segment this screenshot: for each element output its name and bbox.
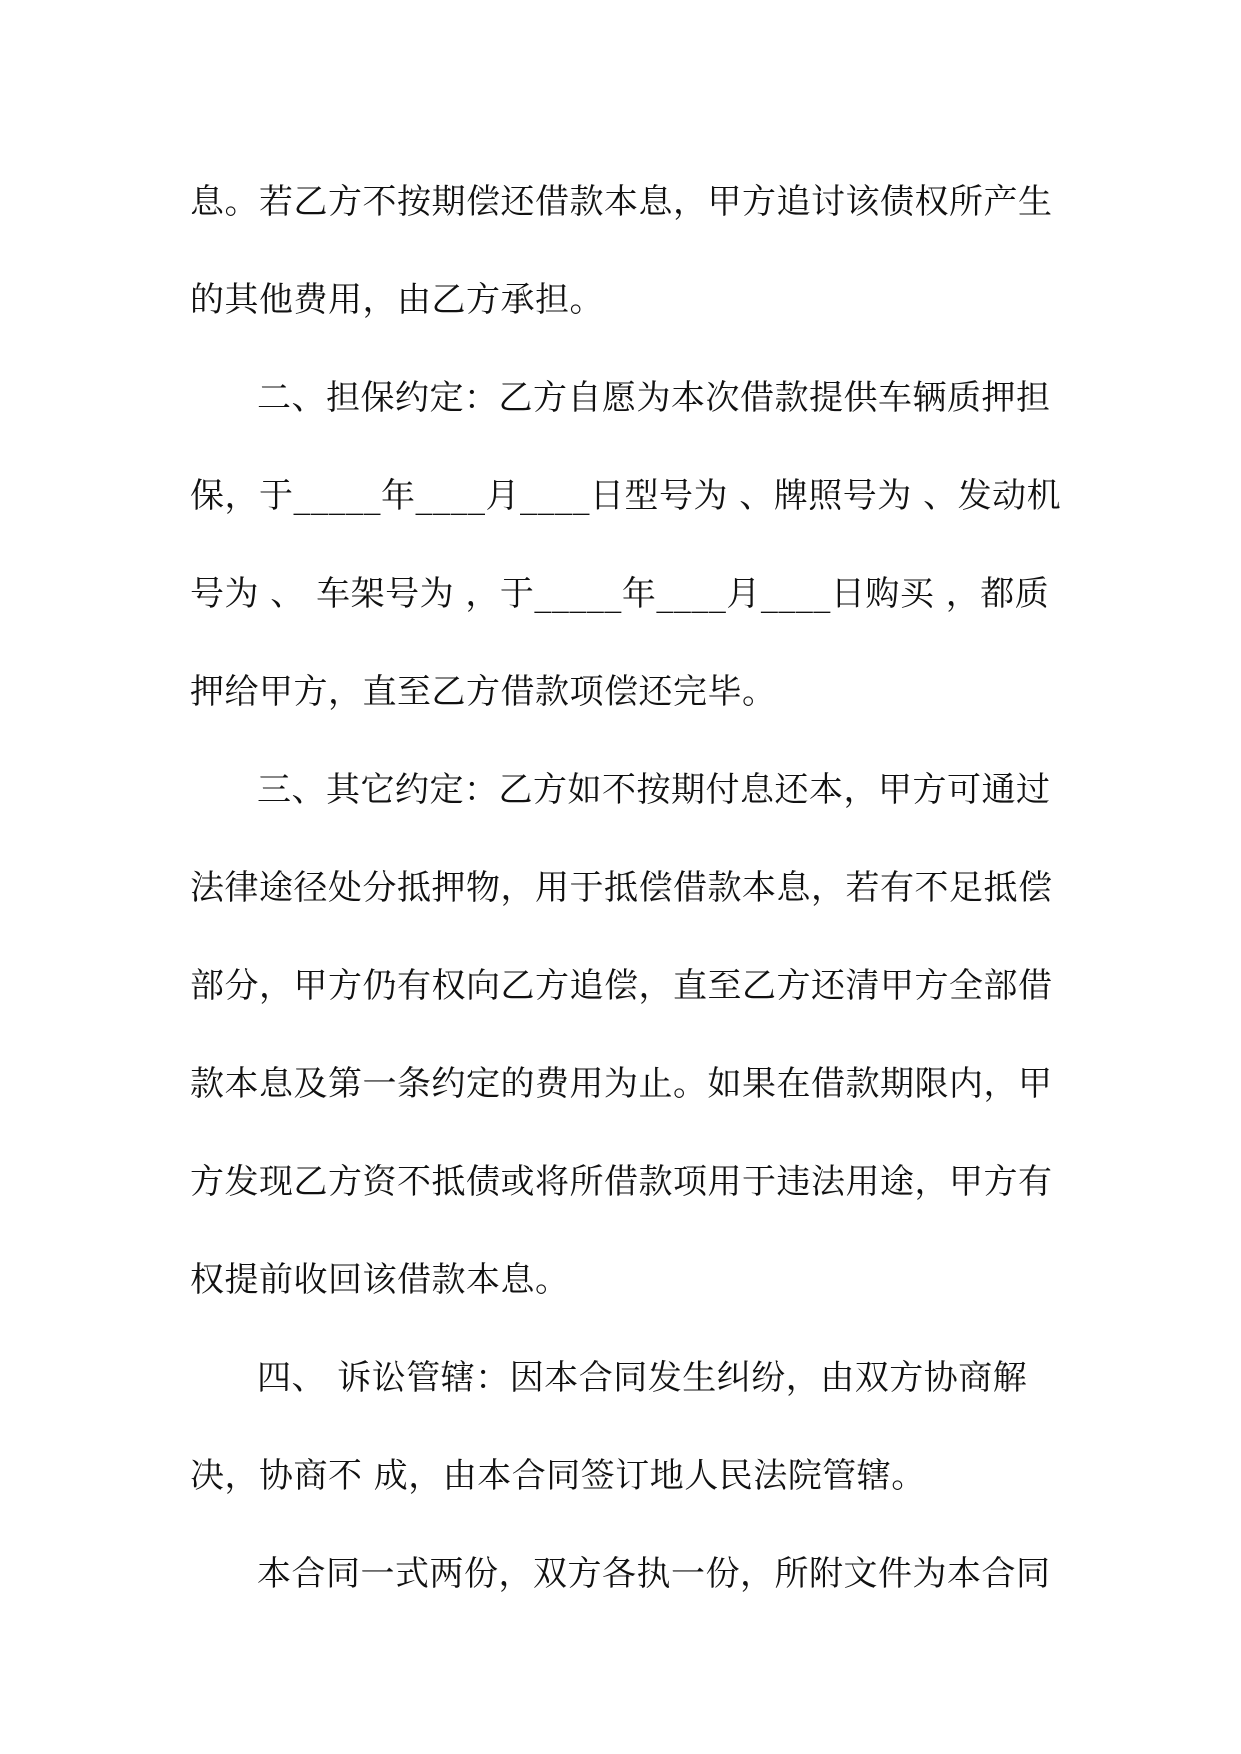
section-heading-line: 二、担保约定：乙方自愿为本次借款提供车辆质押担: [257, 378, 1051, 418]
text-line: 法律途径处分抵押物，用于抵偿借款本息，若有不足抵偿: [190, 868, 1053, 908]
text-line: 的其他费用，由乙方承担。: [190, 280, 604, 320]
text-line: 部分，甲方仍有权向乙方追偿，直至乙方还清甲方全部借: [190, 966, 1053, 1006]
text-line: 息。若乙方不按期偿还借款本息，甲方追讨该债权所产生: [190, 182, 1053, 222]
text-line: 押给甲方，直至乙方借款项偿还完毕。: [190, 672, 777, 712]
text-line: 方发现乙方资不抵债或将所借款项用于违法用途，甲方有: [190, 1162, 1053, 1202]
section-heading-line: 三、其它约定：乙方如不按期付息还本，甲方可通过: [257, 770, 1051, 810]
text-line: 款本息及第一条约定的费用为止。如果在借款期限内，甲: [190, 1064, 1053, 1104]
section-heading-line: 四、 诉讼管辖：因本合同发生纠纷，由双方协商解: [257, 1358, 1028, 1398]
text-line: 号为 、 车架号为 ，于_____年____月____日购买 ，都质: [190, 574, 1050, 614]
text-line: 权提前收回该借款本息。: [190, 1260, 570, 1300]
paragraph-start-line: 本合同一式两份，双方各执一份，所附文件为本合同: [257, 1554, 1051, 1594]
text-line: 决，协商不 成，由本合同签订地人民法院管辖。: [190, 1456, 926, 1496]
text-line: 保，于_____年____月____日型号为 、牌照号为 、发动机: [190, 476, 1062, 516]
